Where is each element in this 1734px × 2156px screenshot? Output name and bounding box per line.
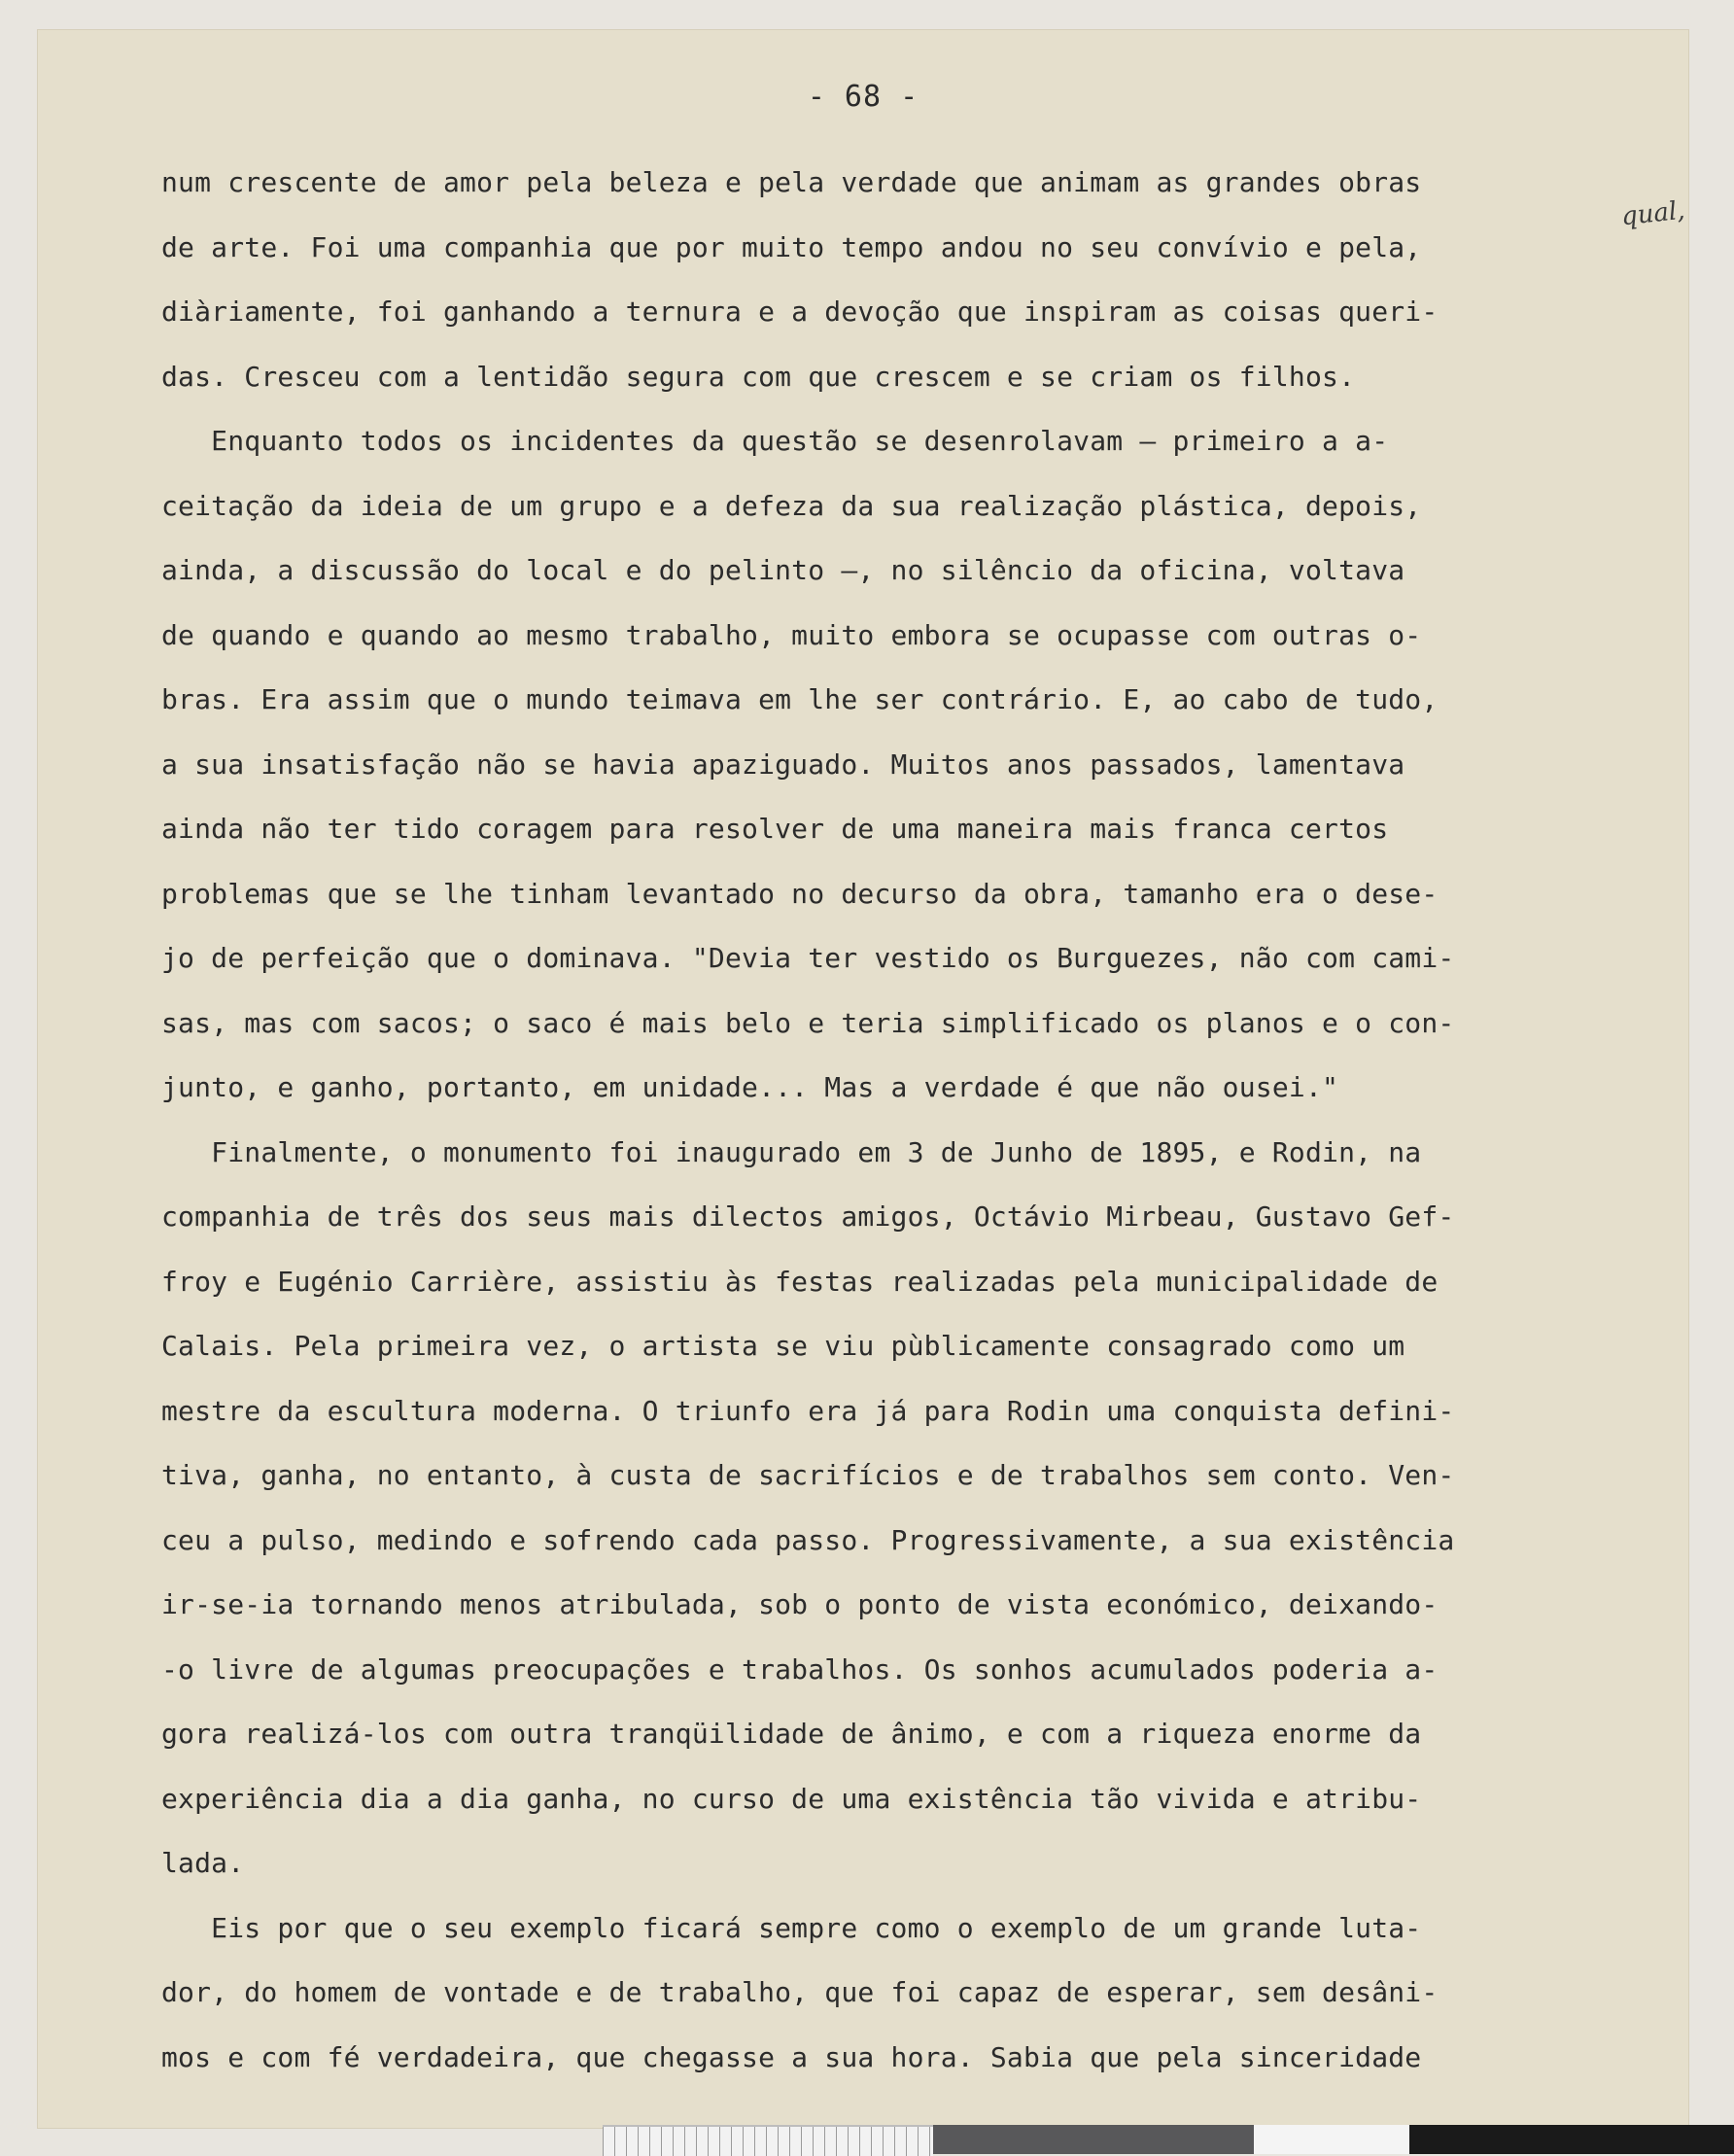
text-line: Eis por que o seu exemplo ficará sempre como o exemplo de um grande luta- xyxy=(161,1911,1422,1944)
text-line: Finalmente, o monumento foi inaugurado em 3 de Junho de 1895, e Rodin, na xyxy=(161,1135,1422,1168)
typed-page xyxy=(37,29,1689,2129)
ruler-scale xyxy=(603,2125,933,2156)
text-line: -o livre de algumas preocupações e trabalhos. Os sonhos acumulados poderia a- xyxy=(161,1652,1439,1686)
text-line: a sua insatisfação não se havia apaziguado. Muitos anos passados, lamentava xyxy=(161,748,1405,781)
text-line: companhia de três dos seus mais dilectos amigos, Octávio Mirbeau, Gustavo Gef- xyxy=(161,1200,1455,1233)
text-line: num crescente de amor pela beleza e pela verdade que animam as grandes obras xyxy=(161,166,1422,198)
black-swatch xyxy=(1409,2125,1734,2154)
text-line: froy e Eugénio Carrière, assistiu às festas realizadas pela municipalidade de xyxy=(161,1265,1439,1298)
gray-swatch xyxy=(933,2125,1254,2154)
text-line: lada. xyxy=(161,1847,245,1879)
text-line: ceitação da ideia de um grupo e a defeza da sua realização plástica, depois, xyxy=(161,489,1422,522)
text-line: ainda, a discussão do local e do pelinto —, no silêncio da oficina, voltava xyxy=(161,554,1405,586)
text-line: bras. Era assim que o mundo teimava em lhe ser contrário. E, ao cabo de tudo, xyxy=(161,683,1439,715)
text-line: gora realizá-los com outra tranqüilidade de ânimo, e com a riqueza enorme da xyxy=(161,1718,1422,1750)
text-line: Enquanto todos os incidentes da questão se desenrolavam — primeiro a a- xyxy=(161,425,1389,457)
page-number: - 68 - xyxy=(807,80,919,114)
text-line: ainda não ter tido coragem para resolver de uma maneira mais franca certos xyxy=(161,813,1389,845)
scan-color-calibration-strip xyxy=(603,2125,1734,2154)
text-line: ir-se-ia tornando menos atribulada, sob o ponto de vista económico, deixando- xyxy=(161,1588,1439,1620)
text-line: mestre da escultura moderna. O triunfo era já para Rodin uma conquista defini- xyxy=(161,1394,1455,1427)
text-line: junto, e ganho, portanto, em unidade... Mas a verdade é que não ousei." xyxy=(161,1071,1339,1103)
white-swatch xyxy=(1254,2125,1409,2154)
text-line: problemas que se lhe tinham levantado no decurso da obra, tamanho era o dese- xyxy=(161,877,1439,910)
text-line: experiência dia a dia ganha, no curso de uma existência tão vivida e atribu- xyxy=(161,1782,1422,1815)
text-line: de quando e quando ao mesmo trabalho, muito embora se ocupasse com outras o- xyxy=(161,618,1422,651)
text-line: diàriamente, foi ganhando a ternura e a devoção que inspiram as coisas queri- xyxy=(161,296,1439,328)
text-line: mos e com fé verdadeira, que chegasse a sua hora. Sabia que pela sinceridade xyxy=(161,2040,1422,2073)
text-line: Calais. Pela primeira vez, o artista se viu pùblicamente consagrado como um xyxy=(161,1330,1405,1362)
text-line: ceu a pulso, medindo e sofrendo cada passo. Progressivamente, a sua existência xyxy=(161,1523,1455,1556)
text-line: das. Cresceu com a lentidão segura com que crescem e se criam os filhos. xyxy=(161,360,1356,393)
handwritten-annotation: qual, xyxy=(1619,195,1686,232)
text-line: jo de perfeição que o dominava. "Devia ter vestido os Burguezes, não com cami- xyxy=(161,942,1455,974)
text-line: de arte. Foi uma companhia que por muito tempo andou no seu convívio e pela, xyxy=(161,230,1422,263)
text-line: dor, do homem de vontade e de trabalho, que foi capaz de esperar, sem desâni- xyxy=(161,1976,1439,2008)
text-line: tiva, ganha, no entanto, à custa de sacrifícios e de trabalhos sem conto. Ven- xyxy=(161,1459,1455,1491)
body-text xyxy=(161,151,1717,2090)
text-line: sas, mas com sacos; o saco é mais belo e teria simplificado os planos e o con- xyxy=(161,1006,1455,1039)
